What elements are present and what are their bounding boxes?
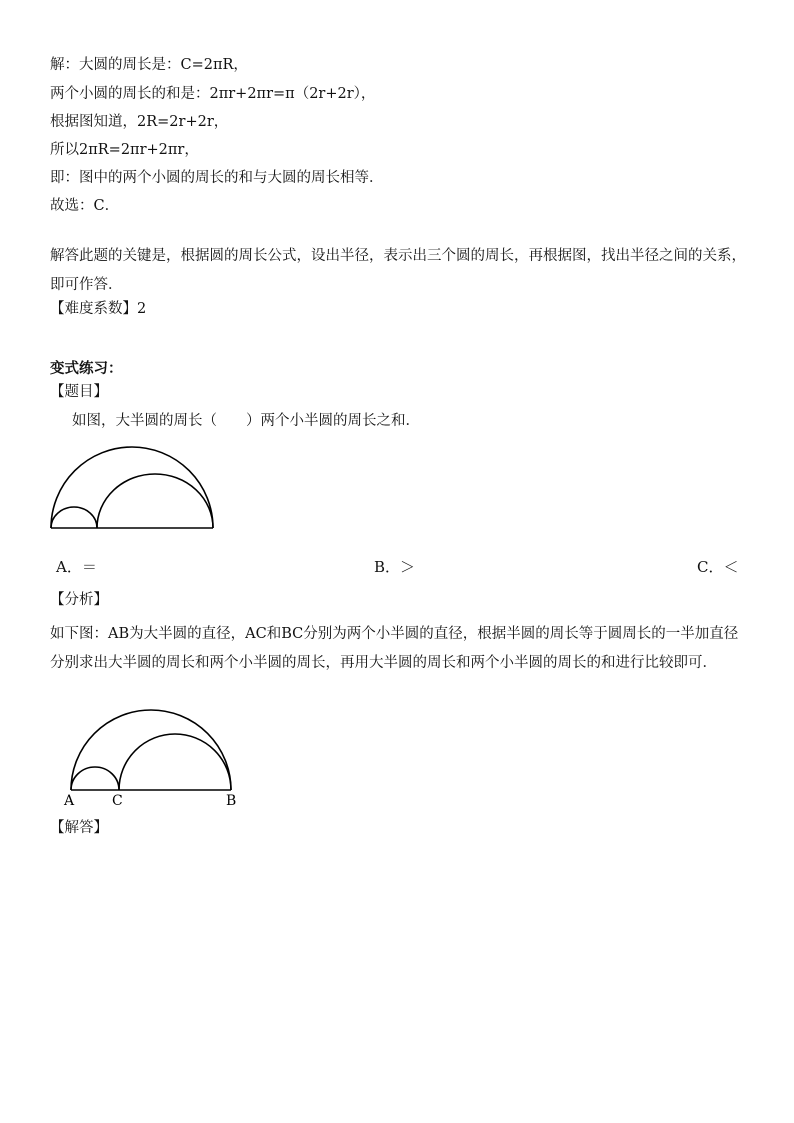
- small-semicircle-left: [71, 767, 119, 790]
- semicircle-figure-question: [44, 438, 224, 538]
- difficulty-rating: 【难度系数】2: [50, 301, 147, 317]
- solution-line-6: 故选：C．: [50, 198, 120, 214]
- semicircle-figure-analysis: [56, 700, 256, 812]
- question-heading: 【题目】: [50, 384, 108, 400]
- large-semicircle: [51, 447, 213, 528]
- small-semicircle-left: [51, 507, 97, 528]
- solution-line-2: 两个小圆的周长的和是：2πr+2πr=π（2r+2r），: [50, 86, 376, 102]
- point-label-c: C: [112, 793, 123, 809]
- option-b: B．＞: [374, 558, 416, 576]
- solution-line-5: 即：图中的两个小圆的周长的和与大圆的周长相等．: [50, 170, 384, 186]
- option-a: A．＝: [56, 558, 97, 576]
- analysis-text: 如下图：AB为大半圆的直径，AC和BC分别为两个小半圆的直径，根据半圆的周长等于圆周长的一半加直径分别求出大半圆的周长和两个小半圆的周长，再用大半圆的周长和两个小半圆的周长的和进行比较即可．: [50, 626, 739, 671]
- solution-commentary: 解答此题的关键是，根据圆的周长公式，设出半径，表示出三个圆的周长，再根据图，找出半径之间的关系，即可作答．: [50, 248, 746, 293]
- solution-line-1: 解：大圆的周长是：C=2πR，: [50, 57, 248, 73]
- analysis-heading: 【分析】: [50, 592, 108, 608]
- point-label-b: B: [226, 793, 237, 809]
- option-c: C．＜: [697, 558, 739, 576]
- point-label-a: A: [64, 793, 75, 809]
- variant-exercise-title: 变式练习：: [50, 360, 123, 377]
- large-semicircle: [71, 710, 231, 790]
- medium-semicircle-right: [97, 474, 213, 528]
- solution-line-4: 所以2πR=2πr+2πr，: [50, 142, 199, 158]
- answer-heading: 【解答】: [50, 820, 108, 836]
- solution-line-3: 根据图知道，2R=2r+2r，: [50, 114, 229, 130]
- question-text: 如图，大半圆的周长（ ）两个小半圆的周长之和．: [72, 413, 420, 429]
- medium-semicircle-right: [119, 734, 231, 790]
